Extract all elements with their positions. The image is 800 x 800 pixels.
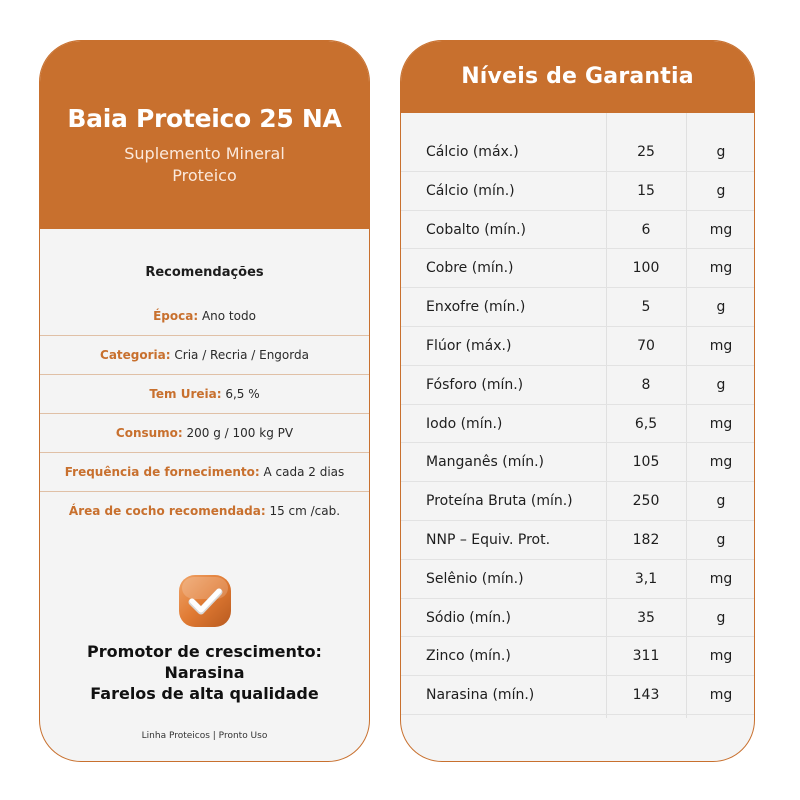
promo-line-2: Narasina [164,663,245,682]
table-row: Zinco (mín.) 311 mg [401,637,754,676]
recommendation-row: Frequência de fornecimento: A cada 2 dias [40,453,369,492]
product-line-footer: Linha Proteicos | Pronto Uso [141,731,268,741]
table-row: Enxofre (mín.) 5 g [401,288,754,327]
table-row: Cálcio (mín.) 15 g [401,172,754,211]
guarantee-levels-title: Níveis de Garantia [401,41,754,113]
product-card [39,40,370,762]
table-row: Flúor (máx.) 70 mg [401,327,754,366]
recommendation-row: Tem Ureia: 6,5 % [40,375,369,414]
table-row: Manganês (mín.) 105 mg [401,443,754,482]
table-row: Cobalto (mín.) 6 mg [401,211,754,250]
recommendation-row: Época: Ano todo [40,297,369,336]
promo-line-1: Promotor de crescimento: [87,642,322,661]
table-row: Proteína Bruta (mín.) 250 g [401,482,754,521]
product-subtitle [40,143,369,187]
subtitle-line-2: Proteico [172,166,237,185]
product-header [40,41,369,229]
recommendations-title: Recomendações [145,265,264,280]
table-row: Sódio (mín.) 35 g [401,599,754,638]
recommendations-list [40,297,369,531]
table-row: Cálcio (máx.) 25 g [401,133,754,172]
table-row-empty [401,715,754,754]
table-row: Iodo (mín.) 6,5 mg [401,405,754,444]
table-row: Cobre (mín.) 100 mg [401,249,754,288]
table-row: Fósforo (mín.) 8 g [401,366,754,405]
subtitle-line-1: Suplemento Mineral [124,144,285,163]
growth-promoter [40,641,369,704]
table-row: Narasina (mín.) 143 mg [401,676,754,715]
guarantee-levels-card [400,40,755,762]
table-row: NNP – Equiv. Prot. 182 g [401,521,754,560]
recommendation-row: Categoria: Cria / Recria / Engorda [40,336,369,375]
promo-line-3: Farelos de alta qualidade [90,684,319,703]
table-row: Selênio (mín.) 3,1 mg [401,560,754,599]
product-title: Baia Proteico 25 NA [67,104,342,133]
recommendation-row: Área de cocho recomendada: 15 cm /cab. [68,504,341,518]
check-badge-icon [175,571,235,631]
guarantee-table [401,113,754,754]
recommendation-row: Consumo: 200 g / 100 kg PV [40,414,369,453]
